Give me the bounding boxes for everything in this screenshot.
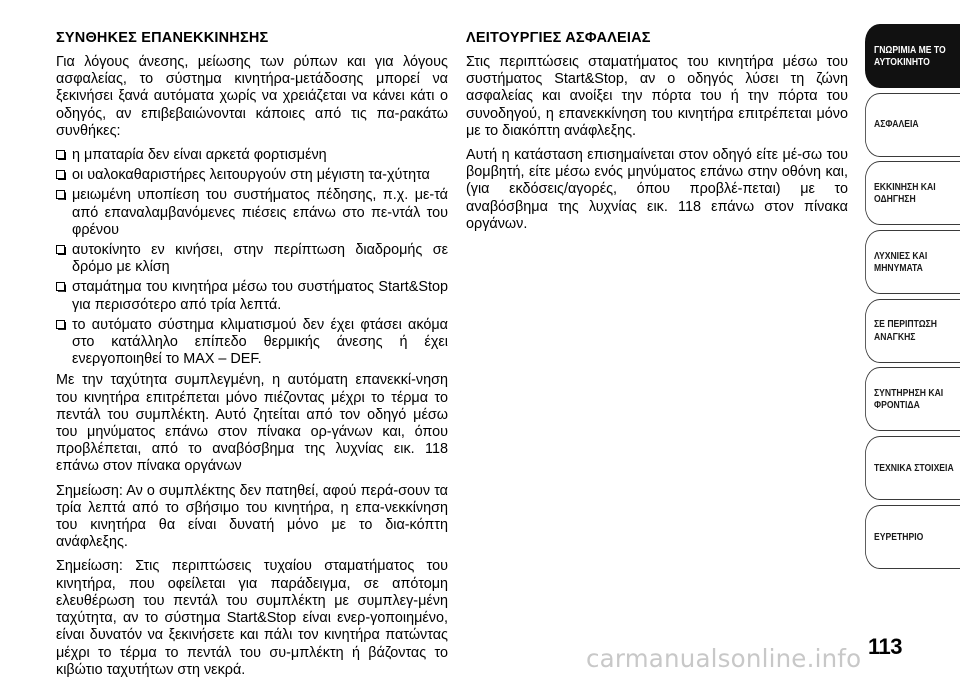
- list-item: η μπαταρία δεν είναι αρκετά φορτισμένη: [56, 147, 448, 164]
- tab-safety[interactable]: ΑΣΦΑΛΕΙΑ: [865, 93, 960, 157]
- intro-paragraph: Για λόγους άνεσης, μείωσης των ρύπων και για λόγους ασφαλείας, το σύστημα κινητήρα-μετάδοσης μπορεί να ξεκινήσει ξανά αυτόματα χωρίς να χρειάζεται να κάνει κάτι ο οδηγός, αν επιβεβαιώνονται κάποιες από τις πα-ρακάτω συνθήκες:: [56, 54, 448, 139]
- page-number: 113: [868, 634, 902, 659]
- tab-warning-lights-messages[interactable]: ΛΥΧΝΙΕΣ ΚΑΙ ΜΗΝΥΜΑΤΑ: [865, 230, 960, 294]
- right-column: [466, 30, 848, 240]
- tab-technical-data[interactable]: ΤΕΧΝΙΚΑ ΣΤΟΙΧΕΙΑ: [865, 436, 960, 500]
- safety-paragraph-1: Στις περιπτώσεις σταματήματος του κινητήρα μέσω του συστήματος Start&Stop, αν ο οδηγός λύσει τη ζώνη ασφαλείας και ανοίξει την πόρτα του ή την πόρτα του συνοδηγού, η επανεκκίνηση του κινητήρα επιτρέπεται μόνο με το διακόπτη ανάφλεξης.: [466, 54, 848, 139]
- tab-index[interactable]: ΕΥΡΕΤΗΡΙΟ: [865, 505, 960, 569]
- list-item: μειωμένη υποπίεση του συστήματος πέδησης, π.χ. με-τά από επαναλαμβανόμενες πιέσεις επάνω στο πε-ντάλ του φρένου: [56, 187, 448, 239]
- list-item: οι υαλοκαθαριστήρες λειτουργούν στη μέγιστη τα-χύτητα: [56, 167, 448, 184]
- tab-getting-to-know-car[interactable]: ΓΝΩΡΙΜΙΑ ΜΕ ΤΟ ΑΥΤΟΚΙΝΗΤΟ: [865, 24, 960, 88]
- tab-maintenance-care[interactable]: ΣΥΝΤΗΡΗΣΗ ΚΑΙ ΦΡΟΝΤΙΔΑ: [865, 367, 960, 431]
- watermark: carmanualsonline.info: [586, 644, 862, 673]
- note-paragraph-1: Σημείωση: Αν ο συμπλέκτης δεν πατηθεί, αφού περά-σουν τα τρία λεπτά από το σβήσιμο του κινητήρα, η επα-νεκκίνηση του κινητήρα θα είναι δυνατή μόνο με το δια-κόπτη ανάφλεξης.: [56, 482, 448, 551]
- heading-safety-functions: ΛΕΙΤΟΥΡΓΙΕΣ ΑΣΦΑΛΕΙΑΣ: [466, 30, 651, 46]
- gear-engaged-paragraph: Με την ταχύτητα συμπλεγμένη, η αυτόματη επανεκκί-νηση του κινητήρα επιτρέπεται μόνο πιέζοντας μέχρι το τέρμα το πεντάλ του συμπλέκτη. Αυτό ζητείται από τον οδηγό μέσω του μηνύματος επάνω στον πίνακα ορ-γάνων και, όπου προβλέπεται, από το αναβόσβημα της λυχνίας εικ. 118 επάνω στον πίνακα οργάνων: [56, 372, 448, 475]
- checkbox-bullet-icon: [56, 320, 65, 329]
- tab-emergency[interactable]: ΣΕ ΠΕΡΙΠΤΩΣΗ ΑΝΑΓΚΗΣ: [865, 299, 960, 363]
- list-item: το αυτόματο σύστημα κλιματισμού δεν έχει φτάσει ακόμα στο κατάλληλο επίπεδο θερμικής άνεσης ή έχει ενεργοποιηθεί το MAX – DEF.: [56, 317, 448, 369]
- list-item: σταμάτημα του κινητήρα μέσω του συστήματος Start&Stop για περισσότερο από τρία λεπτά.: [56, 279, 448, 313]
- note-paragraph-2: Σημείωση: Στις περιπτώσεις τυχαίου σταματήματος του κινητήρα, που οφείλεται για παράδειγμα, σε απότομη ελευθέρωση του πεντάλ του συμπλέκτη με συμπλεγ-μένη ταχύτητα, αν το σύστημα Start&Stop είναι ενερ-γοποιημένο, είναι δυνατόν να ξεκινήσετε και πάλι τον κινητήρα πατώντας μέχρι το τέρμα το πεντάλ του συ-μπλέκτη ή βάζοντας το κιβώτιο ταχυτήτων στη νεκρά.: [56, 558, 448, 678]
- checkbox-bullet-icon: [56, 190, 65, 199]
- tab-starting-driving[interactable]: ΕΚΚΙΝΗΣΗ ΚΑΙ ΟΔΗΓΗΣΗ: [865, 161, 960, 225]
- left-column: [56, 30, 448, 686]
- checkbox-bullet-icon: [56, 245, 65, 254]
- checkbox-bullet-icon: [56, 170, 65, 179]
- checkbox-bullet-icon: [56, 282, 65, 291]
- safety-paragraph-2: Αυτή η κατάσταση επισημαίνεται στον οδηγό είτε μέ-σω του βομβητή, είτε μέσω ενός μηνύματος επάνω στην οθόνη και, (για εκδόσεις/αγορές, όπου προβλέ-πεται) με το αναβόσβημα της λυχνίας εικ. 118 επάνω στον πίνακα οργάνων.: [466, 147, 848, 232]
- list-item: αυτοκίνητο εν κινήσει, στην περίπτωση διαδρομής σε δρόμο με κλίση: [56, 242, 448, 276]
- conditions-list: [56, 147, 448, 368]
- section-tabs: [865, 24, 960, 574]
- heading-restart-conditions: ΣΥΝΘΗΚΕΣ ΕΠΑΝΕΚΚΙΝΗΣΗΣ: [56, 30, 269, 46]
- checkbox-bullet-icon: [56, 150, 65, 159]
